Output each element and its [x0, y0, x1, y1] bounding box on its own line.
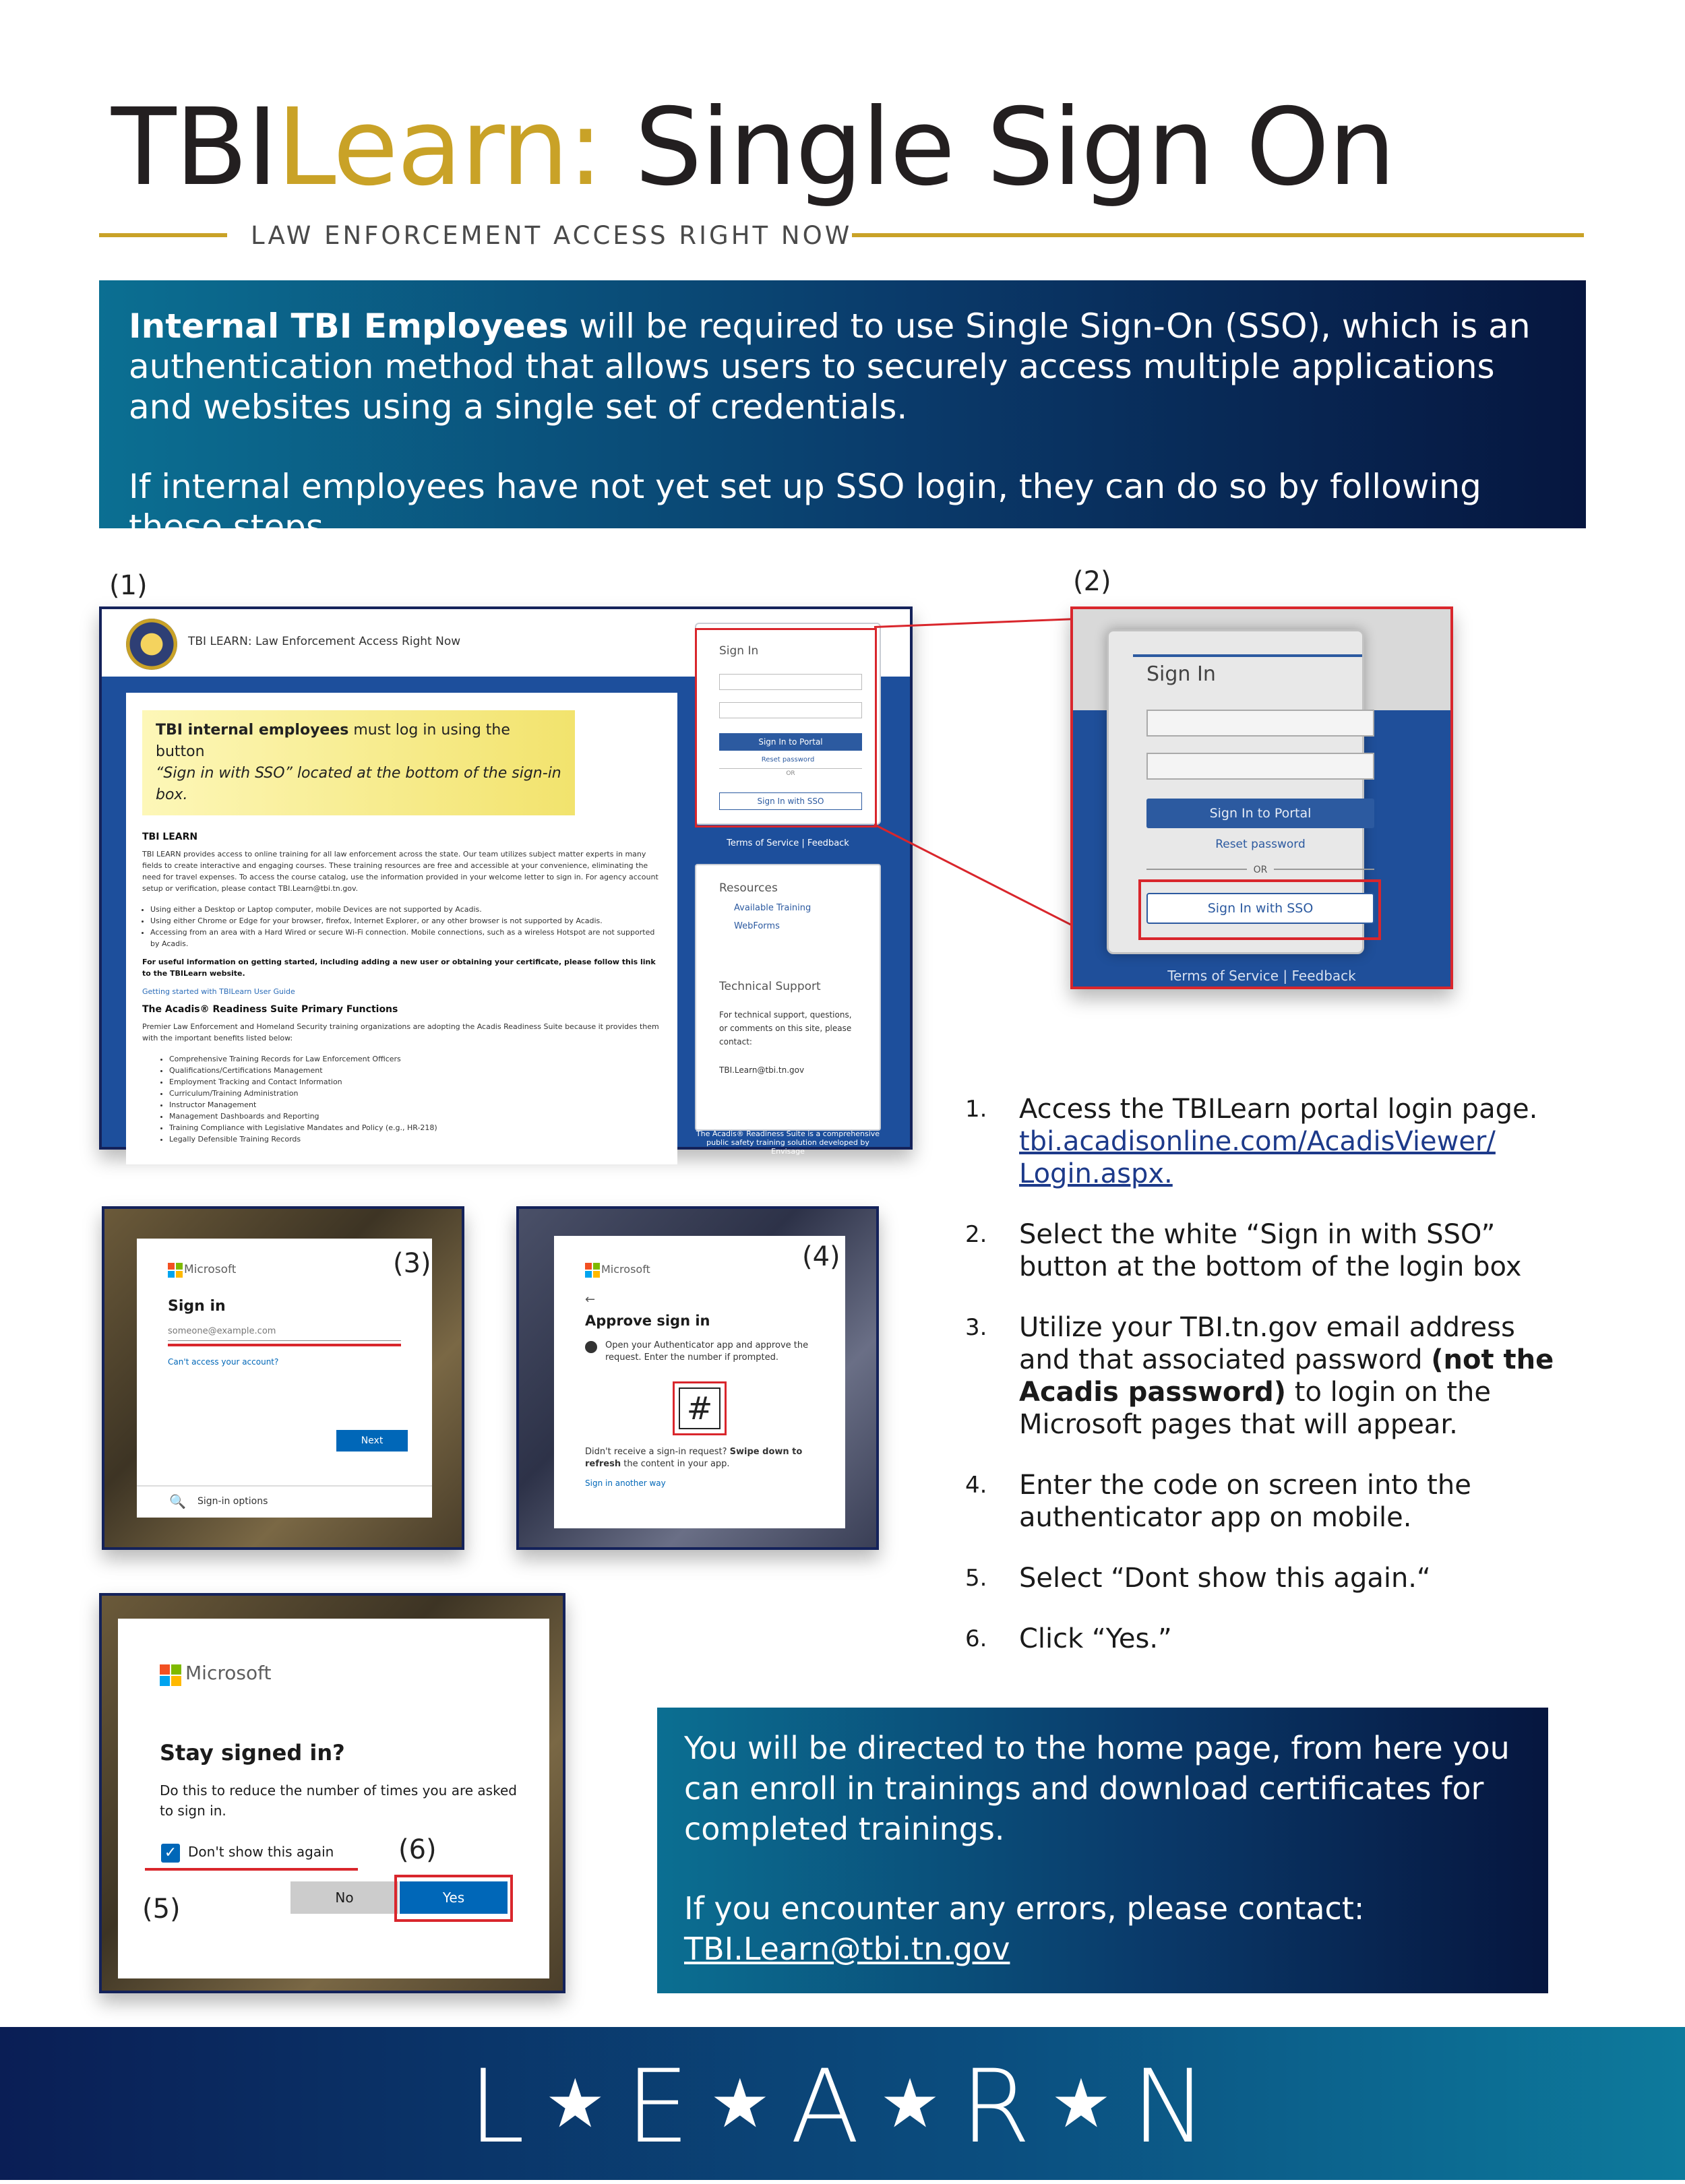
support-title: Technical Support	[719, 980, 821, 993]
dont-show-label: Don't show this again	[188, 1844, 334, 1860]
signin-box-zoom	[1107, 629, 1364, 954]
sso-highlight-box	[695, 628, 877, 828]
step-5	[965, 1562, 1558, 1594]
screenshot-stay-signed-in	[99, 1593, 565, 1993]
microsoft-brand: Microsoft	[185, 1662, 272, 1684]
webforms-link[interactable]: WebForms	[734, 921, 780, 931]
back-arrow-icon[interactable]: ←	[585, 1292, 596, 1307]
portal-content	[126, 693, 677, 1164]
step-6	[965, 1623, 1558, 1655]
step-text: Select the white “Sign in with SSO” button at the bottom of the login box	[1019, 1219, 1522, 1282]
title-tbi: TBI	[111, 86, 277, 210]
title-learn: Learn:	[276, 86, 603, 210]
label-4: (4)	[802, 1241, 840, 1272]
email-underline-highlight	[168, 1344, 401, 1346]
portal-heading: TBI LEARN	[142, 832, 198, 842]
signin-title: Sign In	[719, 644, 759, 658]
portal-bullets	[150, 904, 661, 949]
step-2	[965, 1218, 1558, 1283]
ms-signin-title: Sign in	[168, 1298, 226, 1315]
label-6: (6)	[398, 1834, 437, 1865]
list-item: • Using either a Desktop or Laptop computer, mobile Devices are not supported by Acadis.	[150, 904, 661, 915]
contact-note	[657, 1708, 1548, 1993]
resources-box	[695, 864, 881, 1131]
highlight-text2: “Sign in with SSO” located at the bottom of the sign-in box.	[156, 765, 561, 803]
screenshot-microsoft-signin	[102, 1206, 464, 1550]
portal-useful: For useful information on getting started, including adding a new user or obtaining your certificate, please follow this link to the TBILearn website.	[142, 958, 656, 978]
label-2: (2)	[1073, 566, 1111, 597]
divider-left	[99, 233, 227, 237]
star-icon: ★	[545, 2064, 615, 2143]
step-1	[965, 1093, 1558, 1190]
step-text: Click “Yes.”	[1019, 1623, 1172, 1654]
list-item: • Comprehensive Training Records for Law Enforcement Officers	[169, 1053, 661, 1065]
stay-description: Do this to reduce the number of times you are asked to sign in.	[160, 1782, 517, 1819]
microsoft-logo-icon	[160, 1664, 181, 1686]
step-text: Access the TBILearn portal login page.	[1019, 1094, 1538, 1125]
contact-email-link[interactable]: TBI.Learn@tbi.tn.gov	[684, 1931, 1010, 1967]
authenticator-icon	[585, 1341, 597, 1353]
list-item: • Management Dashboards and Reporting	[169, 1111, 661, 1122]
star-icon: ★	[709, 2064, 780, 2143]
list-item: • Qualifications/Certifications Management	[169, 1065, 661, 1076]
username-input[interactable]	[1146, 710, 1374, 737]
terms-feedback[interactable]: Terms of Service | Feedback	[727, 838, 849, 848]
highlight-text1: must log in using the button	[156, 722, 510, 760]
or-divider: OR	[719, 768, 862, 778]
star-icon: ★	[880, 2064, 950, 2143]
acadis-footer-text: The Acadis® Readiness Suite is a comprehensive public safety training solution developed by Envisage	[696, 1129, 880, 1156]
step-text: Utilize your TBI.tn.gov email address and that associated password	[1019, 1312, 1515, 1375]
authenticator-instruction: Open your Authenticator app and approve the request. Enter the number if prompted.	[605, 1340, 809, 1363]
step-number: 4.	[965, 1472, 987, 1499]
intro-text2: If internal employees have not yet set up SSO login, they can do so by following these steps.	[129, 467, 1481, 547]
password-input[interactable]	[1146, 753, 1374, 780]
available-training-link[interactable]: Available Training	[734, 903, 811, 913]
microsoft-brand: Microsoft	[184, 1263, 237, 1276]
box-accent-line	[1133, 654, 1362, 657]
suite-list	[169, 1053, 661, 1145]
powered-by-acadis: Powered by ACADIS	[741, 1105, 835, 1116]
list-item: • Legally Defensible Training Records	[169, 1133, 661, 1145]
footer-letter: N	[1131, 2049, 1217, 2166]
intro-text1: will be required to use Single Sign-On (SSO), which is an authentication method that allows users to securely access multiple applications and websites using a single set of credentials.	[129, 307, 1531, 427]
step-text: Enter the code on screen into the authenticator app on mobile.	[1019, 1470, 1471, 1533]
dont-show-checkbox[interactable]: ✓	[161, 1844, 180, 1863]
code-number: #	[679, 1387, 721, 1429]
stay-signed-in-title: Stay signed in?	[160, 1740, 345, 1766]
intro-banner	[99, 280, 1586, 547]
signin-another-way-link[interactable]: Sign in another way	[585, 1478, 666, 1488]
screenshot-signin-zoom	[1070, 606, 1453, 989]
label-5: (5)	[142, 1894, 181, 1925]
footer-letter: E	[625, 2049, 699, 2166]
reset-password-link[interactable]: Reset password	[1215, 838, 1306, 851]
suite-heading: The Acadis® Readiness Suite Primary Functions	[142, 1004, 398, 1015]
step-number: 3.	[965, 1314, 987, 1341]
signin-title: Sign In	[1146, 662, 1216, 686]
step-number: 2.	[965, 1221, 987, 1248]
sso-highlight	[142, 710, 575, 815]
footer-letter: A	[790, 2049, 869, 2166]
microsoft-logo-icon	[585, 1263, 600, 1278]
support-email[interactable]: TBI.Learn@tbi.tn.gov	[719, 1065, 805, 1075]
signin-portal-button[interactable]: Sign In to Portal	[719, 733, 862, 751]
terms-feedback[interactable]: Terms of Service | Feedback	[1167, 968, 1356, 984]
screenshot-portal-login	[99, 606, 913, 1156]
step-text: to login on the Microsoft pages that will appear.	[1019, 1377, 1491, 1440]
signin-options-bar[interactable]	[137, 1485, 432, 1518]
title-sso: Single Sign On	[602, 86, 1395, 210]
step-text: Select “Dont show this again.“	[1019, 1563, 1431, 1594]
next-button[interactable]: Next	[336, 1430, 408, 1452]
resources-title: Resources	[719, 881, 778, 895]
signin-options-label: Sign-in options	[197, 1496, 268, 1507]
email-input[interactable]: someone@example.com	[168, 1326, 401, 1341]
subtitle: LAW ENFORCEMENT ACCESS RIGHT NOW	[251, 221, 853, 250]
learn-footer	[0, 2027, 1685, 2180]
didnt-b: Swipe down to refresh	[585, 1447, 803, 1469]
didnt-receive-text	[585, 1446, 821, 1470]
tbi-seal-icon	[126, 619, 177, 670]
key-icon: 🔍	[169, 1493, 186, 1509]
screenshot-approve-signin	[516, 1206, 879, 1550]
portal-paragraph: TBI LEARN provides access to online training for all law enforcement across the state. Our team utilizes subject matter experts in many fields to create interactive and engaging courses. These training resources are free and accessible at your convenience, eliminating the need for travel expenses. To access the course catalog, use the information provided in your welcome letter to sign in. For agency account setup or verification, please contact TBI.Learn@tbi.tn.gov.	[142, 850, 658, 893]
ms-stay-card	[118, 1619, 549, 1978]
list-item: • Using either Chrome or Edge for your browser, firefox, Internet Explorer, or any other browser is not supported by Acadis.	[150, 915, 661, 927]
portal-link[interactable]: tbi.acadisonline.com/AcadisViewer/ Login.aspx.	[1019, 1126, 1496, 1189]
divider-right	[852, 233, 1584, 237]
footer-letter: R	[960, 2049, 1041, 2166]
page-title	[111, 86, 1395, 210]
suite-text: Premier Law Enforcement and Homeland Security training organizations are adopting the Acadis Readiness Suite because it provides them with the important benefits listed below:	[142, 1022, 659, 1042]
no-button[interactable]: No	[290, 1881, 398, 1914]
signin-sso-button[interactable]: Sign In with SSO	[1146, 893, 1374, 924]
signin-sso-button[interactable]: Sign In with SSO	[719, 792, 862, 810]
signin-portal-button[interactable]: Sign In to Portal	[1146, 799, 1374, 828]
approve-title: Approve sign in	[585, 1313, 710, 1329]
user-guide-link[interactable]: Getting started with TBILearn User Guide	[142, 987, 295, 996]
step-4	[965, 1469, 1558, 1534]
ms-signin-card	[137, 1239, 432, 1500]
sso-highlight-box	[1138, 879, 1381, 940]
list-item: • Accessing from an area with a Hard Wired or secure Wi-Fi connection. Mobile connections, such as a wireless Hotspot are not supported by Acadis.	[150, 927, 661, 949]
cant-access-link[interactable]: Can't access your account?	[168, 1357, 279, 1367]
intro-bold: Internal TBI Employees	[129, 307, 569, 346]
instruction-steps	[965, 1093, 1558, 1683]
didnt-a: Didn't receive a sign-in request?	[585, 1447, 730, 1457]
list-item: • Instructor Management	[169, 1099, 661, 1111]
step-number: 5.	[965, 1565, 987, 1592]
note-text1: You will be directed to the home page, from here you can enroll in trainings and download certificates for completed trainings.	[684, 1730, 1510, 1847]
yes-highlight-box	[394, 1875, 513, 1922]
star-icon: ★	[1051, 2064, 1121, 2143]
note-text2: If you encounter any errors, please contact:	[684, 1890, 1365, 1927]
checkbox-underline-highlight	[145, 1868, 358, 1871]
footer-letter: L	[468, 2049, 534, 2166]
ms-approve-card	[554, 1236, 845, 1528]
list-item: • Employment Tracking and Contact Information	[169, 1076, 661, 1088]
microsoft-brand: Microsoft	[601, 1263, 650, 1276]
step-number: 1.	[965, 1096, 987, 1123]
portal-site-name: TBI LEARN: Law Enforcement Access Right Now	[188, 635, 461, 648]
label-3: (3)	[393, 1248, 431, 1279]
support-text: For technical support, questions, or comments on this site, please contact:	[719, 1010, 852, 1047]
code-highlight-box	[673, 1381, 727, 1435]
step-3	[965, 1311, 1558, 1441]
highlight-bold: TBI internal employees	[156, 722, 349, 739]
microsoft-logo-icon	[168, 1263, 183, 1278]
reset-password-link[interactable]: Reset password	[761, 756, 815, 763]
or-text: OR	[1247, 863, 1275, 877]
list-item: • Curriculum/Training Administration	[169, 1088, 661, 1099]
yes-button[interactable]: Yes	[400, 1881, 508, 1914]
label-1: (1)	[109, 570, 148, 601]
didnt-c: the content in your app.	[621, 1459, 730, 1469]
step-number: 6.	[965, 1625, 987, 1652]
list-item: • Training Compliance with Legislative Mandates and Policy (e.g., HR-218)	[169, 1122, 661, 1133]
step-bold: (not the Acadis password)	[1019, 1344, 1554, 1408]
